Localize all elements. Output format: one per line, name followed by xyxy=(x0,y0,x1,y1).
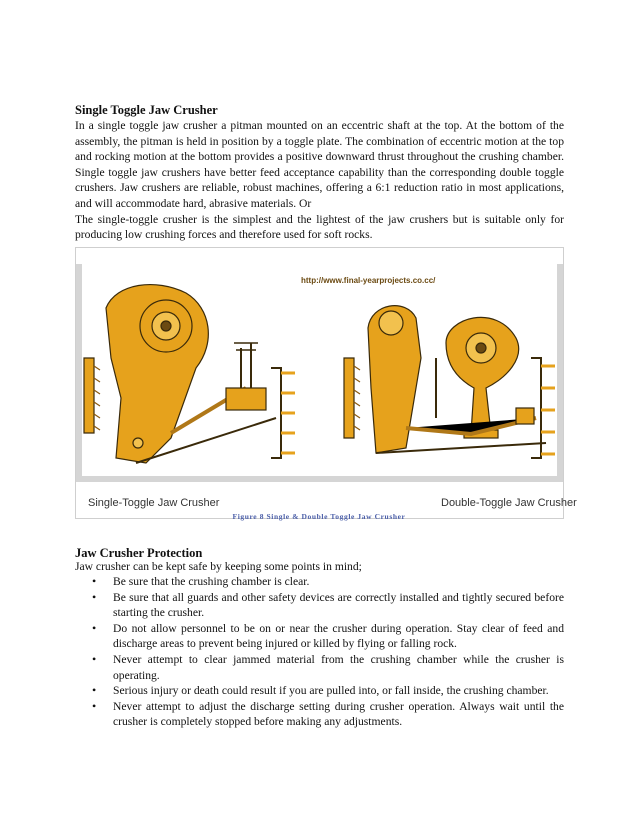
list-item: • Never attempt to adjust the discharge setting during crusher operation. Always wait until the crusher is completely stopped before making any adjustments. xyxy=(92,698,564,729)
protection-intro: Jaw crusher can be kept safe by keeping some points in mind; xyxy=(75,560,362,573)
crusher-illustration xyxy=(76,248,577,518)
bullet-icon: • xyxy=(92,651,97,666)
bullet-icon: • xyxy=(92,683,97,698)
list-item: • Be sure that all guards and other safety devices are correctly installed and tightly secured before starting the crusher. xyxy=(92,589,564,620)
bullet-icon: • xyxy=(92,574,97,588)
crusher-figure xyxy=(75,247,577,519)
list-item: • Be sure that the crushing chamber is clear. xyxy=(92,574,310,588)
label-single-toggle: Single-Toggle Jaw Crusher xyxy=(88,497,220,509)
list-item: • Do not allow personnel to be on or near the crusher during operation. Stay clear of feed and discharge areas to prevent being injured or killed by flying or falling rock. xyxy=(92,620,564,651)
paragraph-single-toggle-2: The single-toggle crusher is the simplest and the lightest of the jaw crushers but is suitable only for producing low crushing forces and therefore used for soft rocks. xyxy=(75,212,564,242)
bullet-icon: • xyxy=(92,589,97,604)
protection-bullet-list xyxy=(75,574,564,730)
list-item: • Never attempt to clear jammed material from the crushing chamber while the crusher is operating. xyxy=(92,651,564,682)
heading-jaw-crusher-protection: Jaw Crusher Protection xyxy=(75,546,203,560)
list-item: • Serious injury or death could result if you are pulled into, or fall inside, the crushing chamber. xyxy=(92,683,549,698)
figure-caption: Figure 8 Single & Double Toggle Jaw Crusher xyxy=(232,512,406,521)
bullet-icon: • xyxy=(92,698,97,713)
figure-url-text: http://www.final-yearprojects.co.cc/ xyxy=(301,276,436,285)
label-double-toggle: Double-Toggle Jaw Crusher xyxy=(441,497,577,509)
body-text-single-toggle xyxy=(75,118,564,243)
bullet-icon: • xyxy=(92,620,97,635)
paragraph-single-toggle-1: In a single toggle jaw crusher a pitman mounted on an eccentric shaft at the top. At the bottom of the assembly, the pitman is held in position by a toggle plate. The combination of eccentric motion at the top and rocking motion at the bottom provides a positive downward thrust throughout the crushing chamber. Single toggle jaw crushers have better feed acceptance capability than the corresponding double toggle crushers. Jaw crushers are reliable, robust machines, offering a 6:1 reduction ratio in most applications, and will accommodate hard, abrasive materials. Or xyxy=(75,119,564,210)
heading-single-toggle: Single Toggle Jaw Crusher xyxy=(75,103,218,117)
